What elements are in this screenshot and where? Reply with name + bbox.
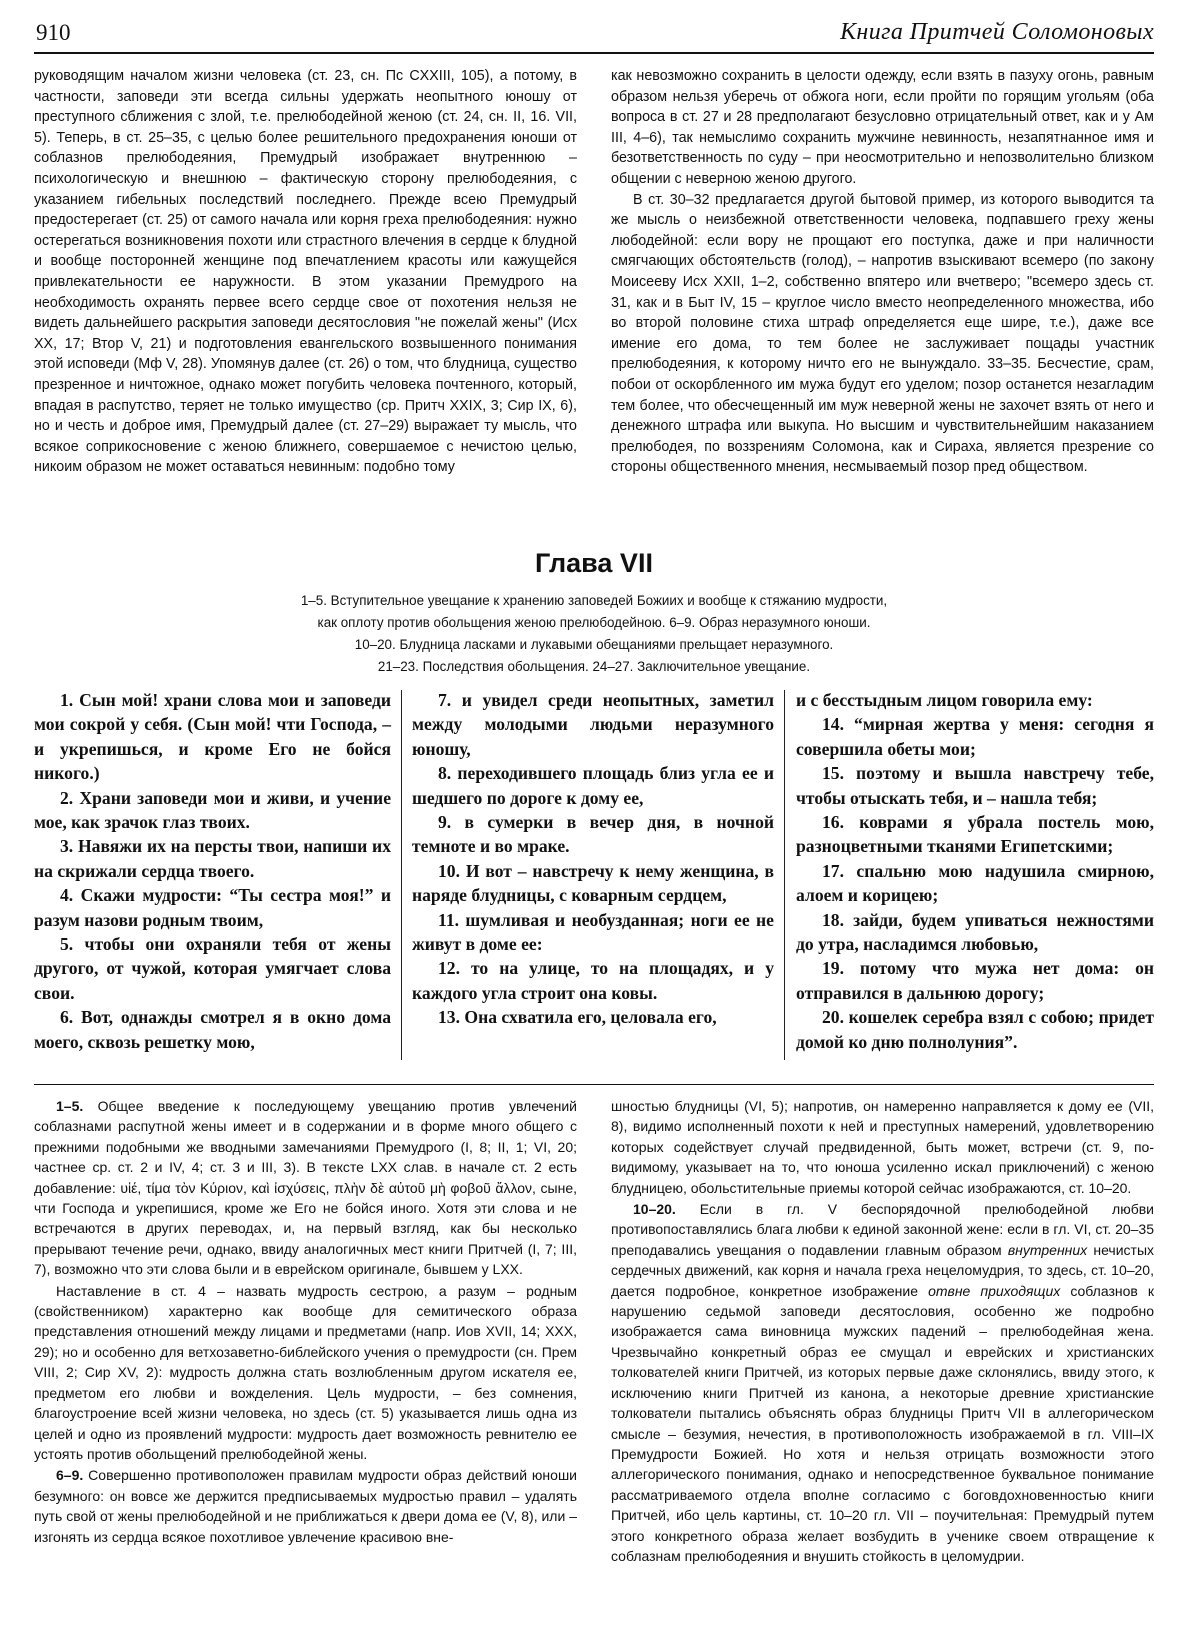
verse: 16. коврами я убрала постель мою, разноцветными тканями Египетскими;: [796, 812, 1154, 857]
verse: 4. Скажи мудрости: “Ты сестра моя!” и разум назови родным твоим,: [34, 885, 391, 930]
verse: 13. Она схватила его, целовала его,: [438, 1007, 717, 1028]
running-title: Книга Притчей Соломоновых: [840, 19, 1154, 45]
verse: 7. и увидел среди неопытных, заметил между молодыми людьми неразумного юношу,: [412, 690, 774, 759]
note-ref: 1–5.: [56, 1098, 84, 1114]
verse: 20. кошелек серебра взял с собою; придет домой ко дню полнолуния”.: [796, 1007, 1154, 1052]
page-number: 910: [36, 20, 71, 45]
verse-column-2: [412, 688, 774, 1030]
column-divider: [401, 690, 402, 1060]
verse-column-3: [796, 688, 1154, 1054]
verse: 18. зайди, будем упиваться нежностями до утра, насладимся любовью,: [796, 909, 1154, 955]
verse: 19. потому что мужа нет дома: он отправился в дальнюю дорогу;: [796, 958, 1154, 1003]
summary-line: 21–23. Последствия обольщения. 24–27. Заключительное увещание.: [377, 659, 811, 674]
chapter-summary: [60, 590, 1128, 678]
verse: 6. Вот, однажды смотрел я в окно дома моего, сквозь решетку мою,: [34, 1007, 391, 1052]
top-commentary-left: [34, 66, 577, 478]
summary-line: 10–20. Блудница ласками и лукавыми обещаниями прельщает неразумного.: [354, 637, 834, 652]
verse: 14. “мирная жертва у меня: сегодня я совершила обеты мои;: [796, 714, 1154, 759]
note-text: Общее введение к последующему увещанию против увлечений соблазнами распутной жены имеет и в содержании и в форме много общего с прежними подобными же вводными замечаниями Премудрого (I, 8; II, 1; VI, 20; частнее ср. ст. 2 и IV, 4; ст. 3 и III, 3). В тексте LXX слав. в начале ст. 2 есть добавление: υἱέ, τίμα τὸν Κύριον, καὶ ἰσχύσεις, πλὴν δὲ αὐτοῦ μὴ φοβοῦ ἄλλον, сыне, чти Господа и укрепишися, кроме же Его не бойся иного. Хотя эти слова и не встречаются в других переводах, и, на первый взгляд, как бы несколько прерывают течение речи, однако, ввиду аналогичных мест книги Притчей (I, 7; III, 7), возможно что эти слова были и в еврейском оригинале, бывшем у LXX.: [34, 1098, 578, 1278]
notes-divider: [34, 1084, 1154, 1085]
verse: 1. Сын мой! храни слова мои и заповеди мои сокрой у себя. (Сын мой! чти Господа, – и укрепишься, и кроме Его не бойся никого.): [34, 690, 391, 784]
summary-line: как оплоту против обольщения женою прелюбодейною. 6–9. Образ неразумного юноши.: [317, 615, 871, 630]
note-text: Совершенно противоположен правилам мудрости образ действий юноши безумного: он вовсе же держится предписываемых мудростью правил – удалять путь свой от жены прелюбодейной и не приближаться к двери дома ее (V, 8), или – изгонять из сердца всякое похотливое увлечение красивою вне-: [34, 1467, 577, 1545]
commentary-paragraph: В ст. 30–32 предлагается другой бытовой пример, из которого выводится та же мысль о неизбежной ответственности человека, подпавшего греху жены любодейной: если вору не прощают его поступка, даже и при наличности смягчающих обстоятельств (голод), – напротив взыскивают всемеро (по закону Моисееву Исх XXII, 1–2, собственно впятеро или вчетверо; "всемеро здесь ст. 31, как и в Быт IV, 15 – круглое число вместо неопределенного множества, ибо во второй половине стиха штраф определяется еще шире, т.е.), даже все имение его дома, то тем более не заслуживает пощады участник прелюбодеяния, к которому ничто его не вынуждало. 33–35. Бесчестие, срам, побои от оскорбленного им мужа будут его уделом; позор останется незагладим тем более, что обесчещенный им муж неверной жены не захочет взять от него и денежного штрафа или выкупа. Но высшим и чувствительнейшим наказанием прелюбодея, по воззрениям Соломона, как и Сираха, является презрение со стороны общественного мнения, несмываемый позор пред обществом.: [611, 191, 1154, 476]
note-paragraph: шностью блудницы (VI, 5); напротив, он намеренно направляется к дому ее (VII, 8), видимо исполненный похоти к ней и преступных намерений, удовлетворению которых содействует случай предвиденной, быть может, встречи (ст. 9, по-видимому, указывает на то, что юноша усиленно искал приключений) с женою блудницею, обольстительные приемы которой сейчас изображаются, ст. 10–20.: [611, 1098, 1154, 1196]
notes-left: [34, 1096, 577, 1548]
note-paragraph: [34, 1096, 577, 1280]
commentary-paragraph: руководящим началом жизни человека (ст. 23, сн. Пс CXXIII, 105), а потому, в частности, заповеди эти всегда сильны удержать неопытного юношу от преступного сближения с злой, т.е. прелюбодейной женою (ст. 24, сн. II, 16. VII, 5). Теперь, в ст. 25–35, с целью более решительного предохранения юноши от соблазнов прелюбодеяния, Премудрый изображает внутреннюю – психологическую и внешнюю – фактическую сторону прелюбодеяния, с указанием гибельных последствий последнего. Прежде всею Премудрый предостерегает (ст. 25) от самого начала или корня греха прелюбодеяния: нужно остерегаться возникновения похоти или страстного влечения в сердце к блудной и вообще посторонней женщине под впечатлением красоты или кажущейся привлекательности ее наружности. В этом указании Премудрого на необходимость охранять первее всего сердце свое от похотения нельзя не видеть дальнейшего раскрытия заповеди десятословия "не пожелай жены" (Исх XX, 17; Втор V, 21) и подготовления евангельского возвышенного понимания этой исповеди (Мф V, 28). Упомянув далее (ст. 26) о том, что блудница, существо презренное и ничтожное, однако может погубить человека почтенного, который, впадая в распутство, теряет не только имущество (ср. Притч XXIX, 3; Сир IX, 6), но и честь и доброе имя, Премудрый далее (ст. 27–29) выражает ту мысль, что всякое соприкосновение с женою ближнего, совершаемое с нечистою целью, никоим образом не может оставаться невинным: подобно тому: [34, 68, 577, 476]
top-commentary-right: [611, 66, 1154, 478]
note-paragraph: [34, 1465, 577, 1547]
note-text: нечистых сердечных движений, как корня и начала греха нецеломудрия, то здесь, ст. 10–20, дается подробное, конкретное изображение: [611, 1241, 1155, 1299]
note-ref: 6–9.: [56, 1467, 84, 1484]
verse-column-1: [34, 688, 391, 1054]
note-ref: 10–20.: [633, 1201, 676, 1218]
chapter-title: Глава VII: [535, 548, 653, 578]
running-header: [34, 18, 1154, 54]
verse: 3. Навяжи их на персты твои, напиши их на скрижали сердца твоего.: [34, 836, 391, 881]
summary-line: 1–5. Вступительное увещание к хранению заповедей Божиих и вообще к стяжанию мудрости,: [300, 593, 888, 608]
verse: 12. то на улице, то на площадях, и у каждого угла строит она ковы.: [412, 958, 774, 1003]
column-divider: [784, 690, 785, 1060]
verse-continuation: и с бесстыдным лицом говорила ему:: [796, 690, 1093, 710]
verse: 5. чтобы они охраняли тебя от жены другого, от чужой, которая умягчает слова свои.: [34, 934, 391, 1003]
verse: 15. поэтому и вышла навстречу тебе, чтобы отыскать тебя, и – нашла тебя;: [796, 763, 1154, 808]
note-paragraph: [611, 1199, 1154, 1566]
emphasis: отвне приходящих: [928, 1282, 1061, 1299]
notes-right: [611, 1096, 1154, 1567]
note-text: соблазнов к нарушению седьмой заповеди десятословия, особенно же подробно изображается сама виновница мужских падений – прелюбодейная жена. Чрезвычайно конкретный образ ее смущал и еврейских и христианских толкователей книги Притчей, из которых первые даже склонялись, ввиду этого, к исключению книги Притчей из канона, а некоторые древние христианские толкователи пытались объяснять образ блудницы Притч VII в аллегорическом смысле – безумия, нечестия, в противоположность изображаемой в гл. VIII–IX Премудрости Божией. Но хотя и нельзя отрицать возможности этого аллегорического понимания, однако и непосредственное буквальное понимание рассматриваемого отдела вполне согласимо с боговдохновенностью книги Притчей, ибо цель картины, ст. 10–20 гл. VII – поучительная: Премудрый путем этого конкретного образа желает возбудить в ученике своем отвращение к соблазнам прелюбодеяния и внушить стойкость в целомудрии.: [611, 1282, 1155, 1564]
note-text: Если в гл. V беспорядочной прелюбодейной любви противопоставлялись блага любви к единой законной жене: если в гл. VI, ст. 20–35 преподавались увещания о подавлении главным образом: [611, 1201, 1155, 1258]
verse: 10. И вот – навстречу к нему женщина, в наряде блудницы, с коварным сердцем,: [412, 860, 774, 906]
verse: 9. в сумерки в вечер дня, в ночной темноте и во мраке.: [412, 812, 774, 857]
note-paragraph: Наставление в ст. 4 – назвать мудрость сестрою, а разум – родным (свойственником) характерно как вообще для семитического образа представления отношений между лицами и предметами (напр. Иов XVII, 14; XXX, 29); но и особенно для ветхозаветно-библейского учения о премудрости (сн. Прем VIII, 2; Сир XV, 2): мудрость должна стать возлюбленным другом искателя ее, предметом его любви и вожделения. Цель мудрости, – без сомнения, благоустроение всей жизни человека, но здесь (ст. 5) указывается лишь одна из целей и одно из проявлений мудрости: мудрость дает возможность ревнителю ее устоять против обольщений прелюбодейной жены.: [34, 1282, 577, 1462]
verse: 11. шумливая и необузданная; ноги ее не живут в доме ее:: [412, 909, 774, 955]
emphasis: внутренних: [1007, 1241, 1088, 1258]
verse: 17. спальню мою надушила смирною, алоем и корицею;: [796, 860, 1154, 906]
verse: 2. Храни заповеди мои и живи, и учение мое, как зрачок глаз твоих.: [34, 787, 391, 833]
verse: 8. переходившего площадь близ угла ее и шедшего по дороге к дому ее,: [412, 763, 774, 808]
commentary-paragraph: как невозможно сохранить в целости одежду, если взять в пазуху огонь, равным образом нельзя уберечь от обжога ноги, если пройти по горящим угольям (оба вопроса в ст. 27 и 28 предполагают безусловно отрицательный ответ, как и у Ам III, 4–6), так немыслимо сохранить мужчине невинность, незапятнанное имя и безответственность по суду – при неосмотрительно и непозволительно близком общении с неверною женою другого.: [611, 68, 1154, 187]
